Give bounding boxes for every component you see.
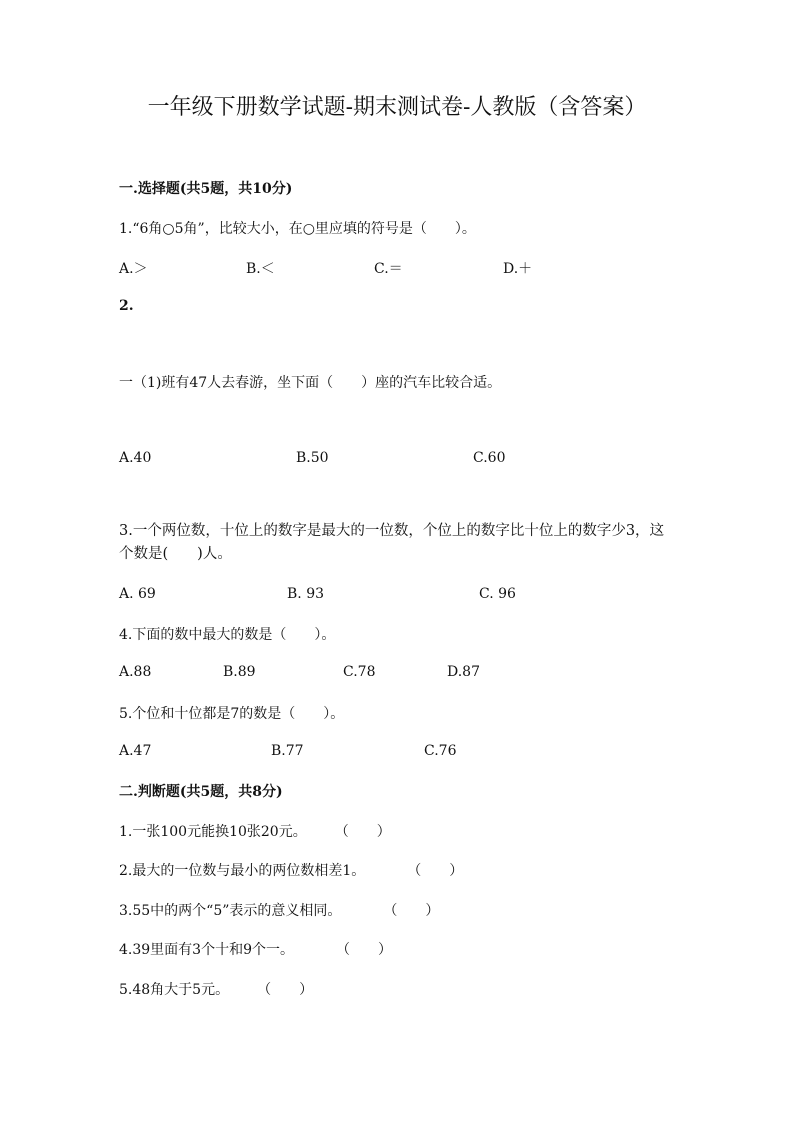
q1-option-b[interactable]: B.＜ bbox=[246, 261, 275, 277]
q5-stem: 5.个位和十位都是7的数是（ ）。 bbox=[119, 706, 345, 722]
judgment-item-4: 4.39里面有3个十和9个一。 （ ） bbox=[119, 942, 392, 958]
judgment-item-5: 5.48角大于5元。 （ ） bbox=[119, 982, 314, 998]
page-title: 一年级下册数学试题-期末测试卷-人教版（含答案） bbox=[147, 95, 647, 120]
section2-heading: 二.判断题(共5题，共8分) bbox=[119, 784, 283, 800]
q4-option-c[interactable]: C.78 bbox=[343, 664, 376, 680]
q2-option-a[interactable]: A.40 bbox=[119, 450, 152, 466]
q1-option-d[interactable]: D.＋ bbox=[503, 261, 533, 277]
q5-option-b[interactable]: B.77 bbox=[271, 743, 304, 759]
q4-option-b[interactable]: B.89 bbox=[223, 664, 256, 680]
q1-stem: 1.“6角○5角”，比较大小，在○里应填的符号是（ ）。 bbox=[119, 221, 476, 237]
q4-stem: 4.下面的数中最大的数是（ ）。 bbox=[119, 627, 336, 643]
q2-stem: 一（1)班有47人去春游，坐下面（ ）座的汽车比较合适。 bbox=[119, 375, 502, 391]
judgment-item-2: 2.最大的一位数与最小的两位数相差1。 （ ） bbox=[119, 863, 464, 879]
q1-option-a[interactable]: A.＞ bbox=[119, 261, 148, 277]
q2-option-b[interactable]: B.50 bbox=[296, 450, 329, 466]
judgment-item-3: 3.55中的两个“5”表示的意义相同。 （ ） bbox=[119, 903, 440, 919]
section1-heading: 一.选择题(共5题，共10分) bbox=[119, 181, 293, 197]
judgment-item-1: 1.一张100元能换10张20元。 （ ） bbox=[119, 824, 391, 840]
q5-option-c[interactable]: C.76 bbox=[424, 743, 457, 759]
q4-option-d[interactable]: D.87 bbox=[447, 664, 480, 680]
q5-option-a[interactable]: A.47 bbox=[119, 743, 152, 759]
q3-option-a[interactable]: A. 69 bbox=[119, 586, 156, 602]
q3-option-b[interactable]: B. 93 bbox=[287, 586, 325, 602]
q4-option-a[interactable]: A.88 bbox=[119, 664, 152, 680]
q1-option-c[interactable]: C.＝ bbox=[374, 261, 403, 277]
q3-stem: 3.一个两位数，十位上的数字是最大的一位数，个位上的数字比十位上的数字少3，这个数是( )人。 bbox=[119, 523, 665, 562]
q2-number: 2. bbox=[119, 298, 134, 314]
q3-option-c[interactable]: C. 96 bbox=[479, 586, 516, 602]
q2-option-c[interactable]: C.60 bbox=[473, 450, 506, 466]
